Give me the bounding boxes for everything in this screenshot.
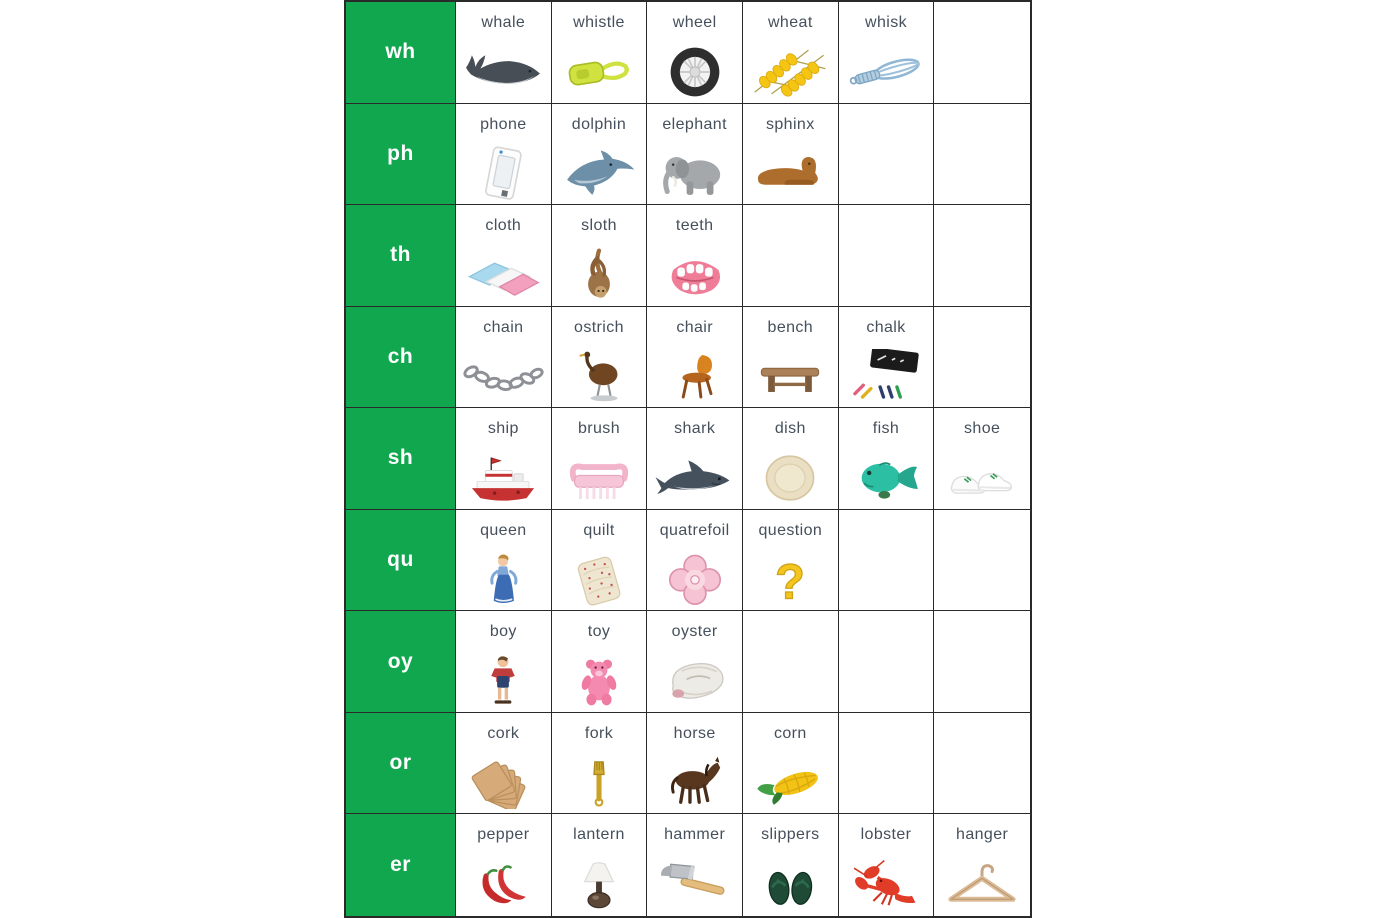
oyster-icon (653, 654, 737, 708)
cell-queen (456, 510, 552, 612)
empty-cell (934, 104, 1030, 206)
whisk-icon (844, 45, 928, 99)
digraph-text: th (390, 243, 411, 267)
queen-icon (461, 552, 545, 606)
cell-sphinx (743, 104, 839, 206)
cell-corn (743, 713, 839, 815)
cell-oyster (647, 611, 743, 713)
word-label: queen (480, 521, 527, 539)
digraph-text: sh (387, 446, 414, 470)
cell-quatrefoil (647, 510, 743, 612)
fish-icon (844, 451, 928, 505)
digraph-text: ch (387, 344, 414, 368)
shoe-icon (940, 451, 1024, 505)
word-label: oyster (671, 623, 718, 641)
hanger-icon (940, 858, 1024, 912)
word-label: cloth (485, 217, 522, 235)
cell-whistle (552, 2, 648, 104)
word-label: bench (767, 318, 814, 336)
cell-cloth (456, 205, 552, 307)
word-label: brush (577, 420, 620, 438)
cell-sloth (552, 205, 648, 307)
word-label: wheel (672, 14, 717, 31)
cell-hanger (934, 814, 1030, 916)
cell-quilt (552, 510, 648, 612)
cell-chair (647, 307, 743, 409)
digraph-label-ch (346, 307, 456, 409)
cell-lobster (839, 814, 935, 916)
boy-icon (461, 654, 545, 708)
word-label: horse (673, 724, 716, 742)
digraph-label-wh (346, 2, 456, 104)
empty-cell (743, 611, 839, 713)
wheat-icon (748, 45, 832, 99)
cell-chalk (839, 307, 935, 409)
word-label: dish (774, 420, 806, 438)
cell-chain (456, 307, 552, 409)
word-label: lantern (573, 826, 625, 844)
digraph-text: wh (385, 40, 416, 64)
sphinx-icon (748, 146, 832, 200)
dolphin-icon (557, 146, 641, 200)
whale-icon (461, 45, 545, 99)
word-label: question (758, 521, 823, 539)
cell-whisk (839, 2, 935, 104)
word-label: whale (481, 14, 526, 31)
digraph-label-oy (346, 611, 456, 713)
cell-slippers (743, 814, 839, 916)
empty-cell (839, 713, 935, 815)
corn-icon (748, 755, 832, 809)
cell-wheat (743, 2, 839, 104)
pepper-icon (461, 858, 545, 912)
cork-icon (461, 755, 545, 809)
word-label: ship (487, 420, 519, 438)
cell-elephant (647, 104, 743, 206)
word-label: fork (584, 724, 614, 742)
word-label: sphinx (765, 115, 815, 133)
cell-hammer (647, 814, 743, 916)
word-label: shoe (964, 420, 1001, 438)
digraph-text: ph (387, 141, 414, 165)
cell-shark (647, 408, 743, 510)
word-label: corn (773, 724, 807, 742)
dish-icon (748, 451, 832, 505)
cell-cork (456, 713, 552, 815)
word-label: fish (872, 420, 900, 438)
word-label: quatrefoil (659, 521, 730, 539)
word-label: dolphin (571, 115, 627, 133)
bench-icon (748, 349, 832, 403)
word-label: chalk (866, 318, 906, 336)
word-label: hanger (956, 826, 1009, 844)
cell-bench (743, 307, 839, 409)
cell-ship (456, 408, 552, 510)
cell-shoe (934, 408, 1030, 510)
empty-cell (934, 713, 1030, 815)
cell-wheel (647, 2, 743, 104)
quatrefoil-icon (653, 552, 737, 606)
ostrich-icon (557, 349, 641, 403)
cell-fork (552, 713, 648, 815)
word-label: pepper (477, 826, 530, 844)
word-label: hammer (664, 826, 726, 844)
whistle-icon (557, 45, 641, 99)
cell-ostrich (552, 307, 648, 409)
ship-icon (461, 451, 545, 505)
cell-whale (456, 2, 552, 104)
digraph-label-sh (346, 408, 456, 510)
cell-boy (456, 611, 552, 713)
sloth-icon (557, 248, 641, 302)
cell-lantern (552, 814, 648, 916)
digraph-text: er (390, 853, 411, 877)
cell-teeth (647, 205, 743, 307)
cell-question (743, 510, 839, 612)
digraph-text: qu (387, 548, 414, 572)
chair-icon (653, 349, 737, 403)
digraph-label-qu (346, 510, 456, 612)
empty-cell (934, 611, 1030, 713)
word-label: toy (587, 623, 611, 641)
digraph-label-th (346, 205, 456, 307)
cell-toy (552, 611, 648, 713)
cell-fish (839, 408, 935, 510)
cell-phone (456, 104, 552, 206)
word-label: quilt (583, 521, 615, 539)
word-label: sloth (581, 217, 617, 235)
empty-cell (839, 104, 935, 206)
word-label: phone (480, 115, 527, 133)
cloth-icon (461, 248, 545, 302)
digraph-label-or (346, 713, 456, 815)
word-label: cork (487, 724, 520, 742)
quilt-icon (557, 552, 641, 606)
word-label: whistle (573, 14, 625, 31)
word-label: teeth (675, 217, 714, 235)
empty-cell (934, 307, 1030, 409)
empty-cell (839, 205, 935, 307)
cell-brush (552, 408, 648, 510)
svg-text:?: ? (775, 555, 806, 607)
empty-cell (839, 510, 935, 612)
word-label: lobster (860, 826, 912, 844)
lobster-icon (844, 858, 928, 912)
wheel-icon (653, 45, 737, 99)
fork-icon (557, 755, 641, 809)
word-label: whisk (864, 14, 907, 31)
chain-icon (461, 349, 545, 403)
cell-horse (647, 713, 743, 815)
teeth-icon (653, 248, 737, 302)
digraph-text: or (389, 751, 412, 775)
word-label: slippers (761, 826, 820, 844)
empty-cell (934, 510, 1030, 612)
chalk-icon (844, 349, 928, 403)
cell-pepper (456, 814, 552, 916)
empty-cell (839, 611, 935, 713)
hammer-icon (653, 858, 737, 912)
brush-icon (557, 451, 641, 505)
cell-dolphin (552, 104, 648, 206)
empty-cell (743, 205, 839, 307)
cell-dish (743, 408, 839, 510)
lantern-icon (557, 858, 641, 912)
shark-icon (653, 451, 737, 505)
phone-icon (461, 146, 545, 200)
word-label: chair (676, 318, 713, 336)
digraph-text: oy (387, 649, 414, 673)
empty-cell (934, 2, 1030, 104)
word-label: chain (483, 318, 524, 336)
elephant-icon (653, 146, 737, 200)
digraph-label-ph (346, 104, 456, 206)
question-icon (748, 552, 832, 606)
word-label: wheat (767, 14, 813, 31)
horse-icon (653, 755, 737, 809)
digraph-table (344, 0, 1032, 918)
word-label: shark (674, 420, 716, 438)
word-label: ostrich (574, 318, 624, 336)
digraph-label-er (346, 814, 456, 916)
toy-icon (557, 654, 641, 708)
word-label: elephant (662, 115, 727, 133)
slippers-icon (748, 858, 832, 912)
word-label: boy (489, 623, 517, 641)
empty-cell (934, 205, 1030, 307)
